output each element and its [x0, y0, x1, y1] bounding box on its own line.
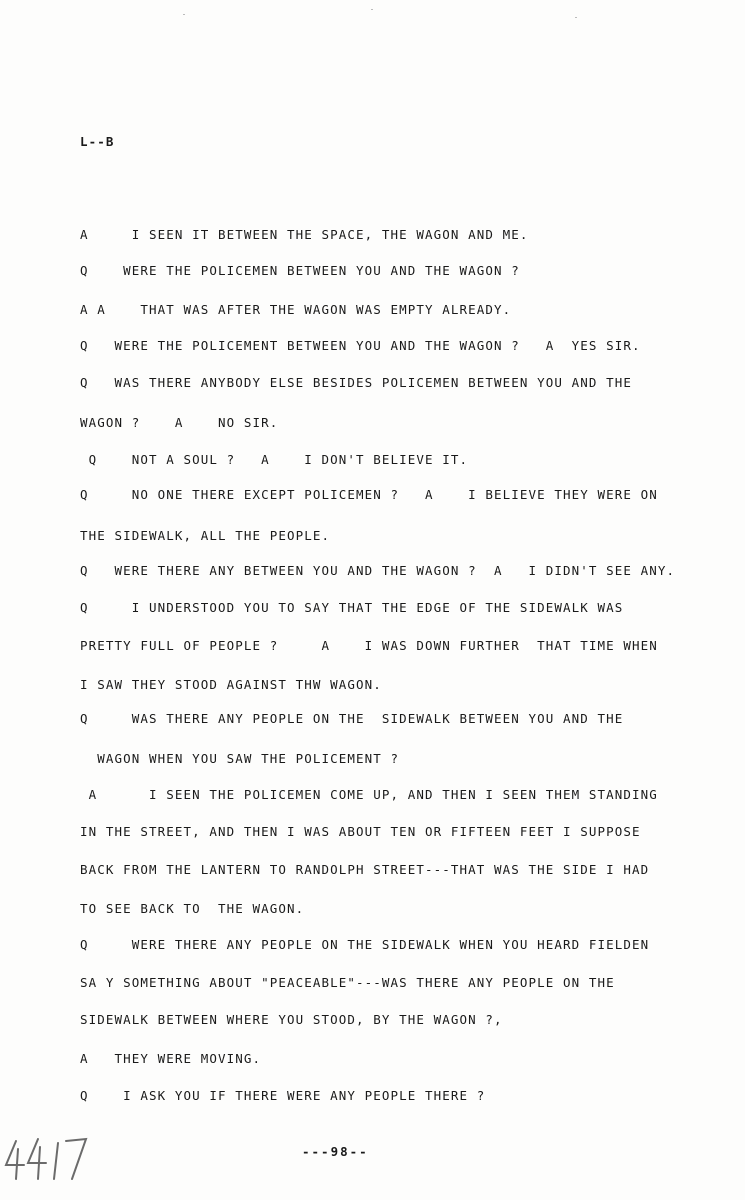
text-line: A I SEEN THE POLICEMEN COME UP, AND THEN I SEEN THEM STANDING	[80, 787, 658, 802]
text-line: Q I UNDERSTOOD YOU TO SAY THAT THE EDGE OF THE SIDEWALK WAS	[80, 600, 624, 615]
text-line: WAGON ? A NO SIR.	[80, 415, 279, 430]
text-line: Q I ASK YOU IF THERE WERE ANY PEOPLE THERE ?	[80, 1088, 486, 1103]
handwritten-page-number	[2, 1135, 92, 1183]
text-line: Q WERE THERE ANY BETWEEN YOU AND THE WAGON ? A I DIDN'T SEE ANY.	[80, 563, 676, 578]
paper-speck	[371, 9, 373, 10]
text-line: IN THE STREET, AND THEN I WAS ABOUT TEN OR FIFTEEN FEET I SUPPOSE	[80, 824, 641, 839]
text-line: Q NOT A SOUL ? A I DON'T BELIEVE IT.	[80, 452, 469, 467]
text-line: PRETTY FULL OF PEOPLE ? A I WAS DOWN FURTHER THAT TIME WHEN	[80, 638, 658, 653]
text-line: WAGON WHEN YOU SAW THE POLICEMENT ?	[80, 751, 400, 766]
paper-speck	[183, 14, 185, 15]
text-line: A A THAT WAS AFTER THE WAGON WAS EMPTY ALREADY.	[80, 302, 512, 317]
text-line: SIDEWALK BETWEEN WHERE YOU STOOD, BY THE WAGON ?,	[80, 1012, 503, 1027]
text-line: BACK FROM THE LANTERN TO RANDOLPH STREET---THAT WAS THE SIDE I HAD	[80, 862, 650, 877]
text-line: TO SEE BACK TO THE WAGON.	[80, 901, 305, 916]
page-header: L--B	[80, 134, 115, 149]
text-line: Q WERE THE POLICEMENT BETWEEN YOU AND THE WAGON ? A YES SIR.	[80, 338, 641, 353]
text-line: Q NO ONE THERE EXCEPT POLICEMEN ? A I BELIEVE THEY WERE ON	[80, 487, 658, 502]
text-line: A I SEEN IT BETWEEN THE SPACE, THE WAGON AND ME.	[80, 227, 529, 242]
text-line: I SAW THEY STOOD AGAINST THW WAGON.	[80, 677, 382, 692]
text-line: Q WAS THERE ANYBODY ELSE BESIDES POLICEMEN BETWEEN YOU AND THE	[80, 375, 633, 390]
text-line: A THEY WERE MOVING.	[80, 1051, 262, 1066]
text-line: SA Y SOMETHING ABOUT "PEACEABLE"---WAS THERE ANY PEOPLE ON THE	[80, 975, 615, 990]
text-line: THE SIDEWALK, ALL THE PEOPLE.	[80, 528, 331, 543]
text-line: Q WERE THE POLICEMEN BETWEEN YOU AND THE WAGON ?	[80, 263, 520, 278]
text-line: Q WAS THERE ANY PEOPLE ON THE SIDEWALK BETWEEN YOU AND THE	[80, 711, 624, 726]
paper-speck	[575, 17, 577, 18]
page-number: ---98--	[302, 1144, 369, 1159]
text-line: Q WERE THERE ANY PEOPLE ON THE SIDEWALK WHEN YOU HEARD FIELDEN	[80, 937, 650, 952]
